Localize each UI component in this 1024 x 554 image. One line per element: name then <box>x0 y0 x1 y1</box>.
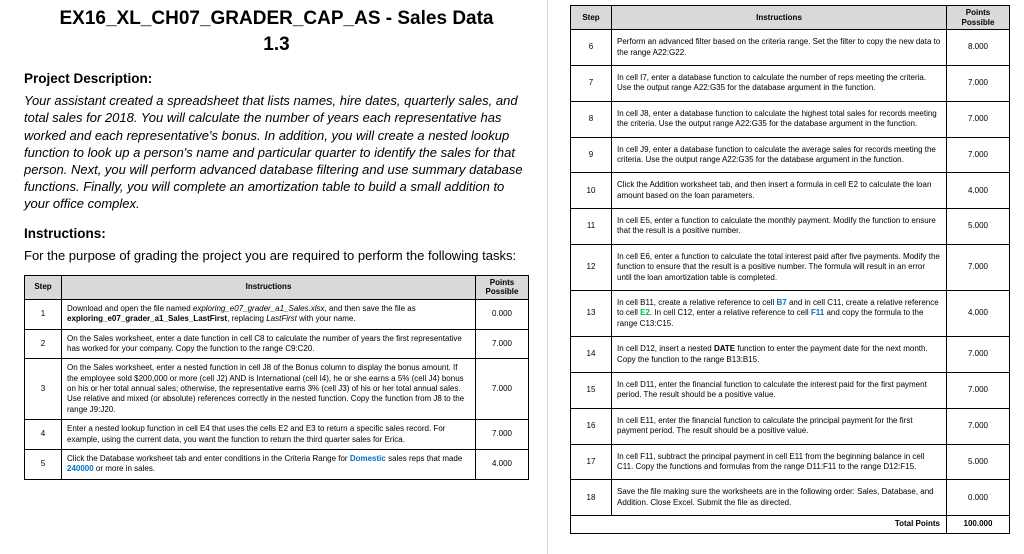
points-cell: 7.000 <box>476 329 529 359</box>
instructions-cell <box>612 137 947 173</box>
points-cell: 5.000 <box>947 209 1010 245</box>
step-column-header: Step <box>25 275 62 299</box>
instructions-cell <box>612 291 947 337</box>
instruction-text: In cell J9, enter a database function to calculate the average sales for records meeting the criteria. Use the output range A22:G35 for the database argument in the function. <box>617 144 936 164</box>
instruction-text: , and then save the file as <box>324 303 416 313</box>
instruction-text: In cell D12, insert a nested <box>617 344 714 354</box>
header-row <box>571 6 1010 30</box>
table-row <box>25 420 529 450</box>
points-cell: 0.000 <box>947 480 1010 516</box>
step-cell: 4 <box>25 420 62 450</box>
points-cell: 8.000 <box>947 30 1010 66</box>
points-column-header: Points Possible <box>476 275 529 299</box>
header-row <box>25 275 529 299</box>
step-cell: 17 <box>571 444 612 480</box>
project-description-text: Your assistant created a spreadsheet that lists names, hire dates, quarterly sales, and total sales for 2018. You will calculate the number of years each representative has worked and each representative's bonus. In addition, you will create a nested lookup function to look up a person's name and particular quarter to identify the sales for that person. Next, you will perform advanced database filtering and use summary database functions. Finally, you will complete an amortization table to build a small addition to your office complex. <box>24 93 523 212</box>
instruction-text: In cell E6, enter a function to calculate the total interest paid after five payments. Modify the function to ensure that the result is a positive number. The formula will result in an error until the loan amortization table is completed. <box>617 251 940 282</box>
points-cell: 4.000 <box>947 291 1010 337</box>
instructions-cell <box>62 359 476 420</box>
instruction-text: sales reps that made <box>385 454 463 464</box>
instruction-text: . In cell C12, enter a relative reference to cell <box>649 308 811 318</box>
points-column-header: Points Possible <box>947 6 1010 30</box>
instruction-text: Download and open the file named <box>67 303 193 313</box>
points-cell: 7.000 <box>476 420 529 450</box>
instruction-text: function to enter the payment date for the next month. Copy the function to the range B13:B15. <box>617 344 928 364</box>
table-row <box>571 444 1010 480</box>
step-cell: 1 <box>25 299 62 329</box>
table-row <box>571 373 1010 409</box>
instruction-text: In cell D11, enter the financial function to calculate the interest paid for the first payment period. The result should be a positive value. <box>617 380 927 400</box>
instruction-text: with your name. <box>296 314 356 324</box>
step-cell: 14 <box>571 337 612 373</box>
instruction-text: In cell E5, enter a function to calculate the monthly payment. Modify the function to ensure that the result is a positive number. <box>617 216 936 236</box>
total-points-value: 100.000 <box>947 516 1010 533</box>
instructions-cell <box>62 329 476 359</box>
instructions-cell <box>612 30 947 66</box>
step-cell: 2 <box>25 329 62 359</box>
instructions-cell <box>612 173 947 209</box>
instructions-cell <box>612 101 947 137</box>
steps-table-left <box>24 275 529 480</box>
instruction-text: and in cell C11, create a relative reference to cell <box>617 298 939 318</box>
instruction-text: On the Sales worksheet, enter a date function in cell C8 to calculate the number of years the first representative has worked for your company. Copy the function to the range C9:C20. <box>67 333 462 353</box>
instruction-text: or more in sales. <box>93 464 156 474</box>
total-points-label: Total Points <box>571 516 947 533</box>
steps-table-right <box>570 5 1010 534</box>
instructions-cell <box>62 420 476 450</box>
instructions-cell <box>612 65 947 101</box>
instruction-text: 240000 <box>67 464 94 474</box>
instructions-cell <box>62 450 476 480</box>
step-cell: 7 <box>571 65 612 101</box>
instruction-text: Enter a nested lookup function in cell E4 that uses the cells E2 and E3 to return a specific sales record. For example, using the current data, you want the function to return the third quarter sales for Erica. <box>67 424 446 444</box>
table-row <box>571 244 1010 290</box>
points-cell: 7.000 <box>947 101 1010 137</box>
instruction-text: In cell I7, enter a database function to calculate the number of reps meeting the criteria. Use the output range A22:G35 for the database argument in the function. <box>617 72 927 93</box>
instructions-cell <box>612 444 947 480</box>
points-cell: 7.000 <box>947 408 1010 444</box>
project-description-heading: Project Description: <box>24 71 153 87</box>
step-cell: 3 <box>25 359 62 420</box>
right-column <box>570 5 1010 534</box>
table-body-left <box>25 299 529 479</box>
table-row <box>571 65 1010 101</box>
left-column <box>24 6 529 480</box>
points-cell: 7.000 <box>947 137 1010 173</box>
instruction-text: exploring_e07_grader_a1_Sales_LastFirst <box>67 314 228 324</box>
page-divider <box>547 0 548 554</box>
table-header-left <box>25 275 529 299</box>
instruction-text: Click the Database worksheet tab and enter conditions in the Criteria Range for <box>67 454 350 464</box>
instruction-text: In cell F11, subtract the principal payment in cell E11 from the beginning balance in cell C11. Copy the functions and formulas from the range D11:F11 to the range D12:F15. <box>617 451 925 471</box>
points-cell: 4.000 <box>476 450 529 480</box>
points-cell: 7.000 <box>476 359 529 420</box>
instruction-text: DATE <box>713 344 736 354</box>
instruction-text: B7 <box>776 298 787 308</box>
instruction-text: E2 <box>640 308 650 318</box>
table-row <box>571 137 1010 173</box>
document-title <box>24 6 529 57</box>
points-cell: 7.000 <box>947 337 1010 373</box>
instruction-text: On the Sales worksheet, enter a nested function in cell J8 of the Bonus column to display the bonus amount. If the employee sold $200,000 or more (cell J2) AND is International (cell I4), he or she earns a 5% (cell J4) bonus on his or her total annual sales; otherwise, the representative earns 3% (cell J3) of his or her total annual sales. Use relative and mixed (or absolute) references correctly in the nested function. Copy the function from J8 to the range J9:J20. <box>67 363 465 414</box>
table-row <box>571 337 1010 373</box>
table-row <box>571 30 1010 66</box>
points-cell: 7.000 <box>947 373 1010 409</box>
step-cell: 5 <box>25 450 62 480</box>
instructions-column-header: Instructions <box>62 275 476 299</box>
document-title-line2: 1.3 <box>263 33 290 55</box>
step-cell: 13 <box>571 291 612 337</box>
instruction-text: Perform an advanced filter based on the criteria range. Set the filter to copy the new data to the range A22:G22. <box>617 37 941 57</box>
table-row <box>571 173 1010 209</box>
instructions-cell <box>612 244 947 290</box>
table-row <box>571 291 1010 337</box>
instructions-column-header: Instructions <box>612 6 947 30</box>
table-row <box>25 329 529 359</box>
instruction-text: exploring_e07_grader_a1_Sales.xlsx <box>192 303 325 313</box>
table-row <box>25 359 529 420</box>
instruction-text: In cell B11, create a relative reference to cell <box>617 298 777 308</box>
table-row <box>25 450 529 480</box>
instruction-text: In cell E11, enter the financial function to calculate the principal payment for the first payment period. The result should be a positive value. <box>617 415 913 436</box>
instruction-text: Domestic <box>349 454 386 464</box>
points-cell: 4.000 <box>947 173 1010 209</box>
points-cell: 7.000 <box>947 244 1010 290</box>
points-cell: 7.000 <box>947 65 1010 101</box>
table-body-right <box>571 30 1010 533</box>
instruction-text: and copy the formula to the range C13:C15. <box>617 308 924 328</box>
step-cell: 12 <box>571 244 612 290</box>
step-cell: 15 <box>571 373 612 409</box>
instructions-cell <box>612 408 947 444</box>
step-cell: 8 <box>571 101 612 137</box>
step-cell: 16 <box>571 408 612 444</box>
total-row <box>571 516 1010 533</box>
document-title-line1: EX16_XL_CH07_GRADER_CAP_AS - Sales Data <box>59 8 494 29</box>
instruction-text: F11 <box>810 308 825 318</box>
step-cell: 9 <box>571 137 612 173</box>
instructions-cell <box>612 337 947 373</box>
table-row <box>571 408 1010 444</box>
table-row <box>25 299 529 329</box>
step-column-header: Step <box>571 6 612 30</box>
points-cell: 5.000 <box>947 444 1010 480</box>
instruction-text: LastFirst <box>266 314 297 324</box>
table-row <box>571 209 1010 245</box>
instruction-text: Save the file making sure the worksheets are in the following order: Sales, Database, and Addition. Close Excel. Submit the file as directed. <box>617 487 934 507</box>
table-row <box>571 480 1010 516</box>
instruction-text: Click the Addition worksheet tab, and then insert a formula in cell E2 to calculate the loan amount based on the loan parameters. <box>617 180 932 200</box>
table-header-right <box>571 6 1010 30</box>
instructions-heading: Instructions: <box>24 226 106 242</box>
instructions-cell <box>612 373 947 409</box>
instruction-text: , replacing <box>227 314 267 324</box>
instruction-text: In cell J8, enter a database function to calculate the highest total sales for records meeting the criteria. Use the output range A22:G35 for the database argument in the function. <box>617 108 937 129</box>
instructions-intro: For the purpose of grading the project you are required to perform the following tasks: <box>24 248 517 264</box>
instructions-cell <box>612 209 947 245</box>
step-cell: 11 <box>571 209 612 245</box>
points-cell: 0.000 <box>476 299 529 329</box>
instructions-cell <box>62 299 476 329</box>
table-row <box>571 101 1010 137</box>
instructions-cell <box>612 480 947 516</box>
step-cell: 10 <box>571 173 612 209</box>
step-cell: 6 <box>571 30 612 66</box>
step-cell: 18 <box>571 480 612 516</box>
